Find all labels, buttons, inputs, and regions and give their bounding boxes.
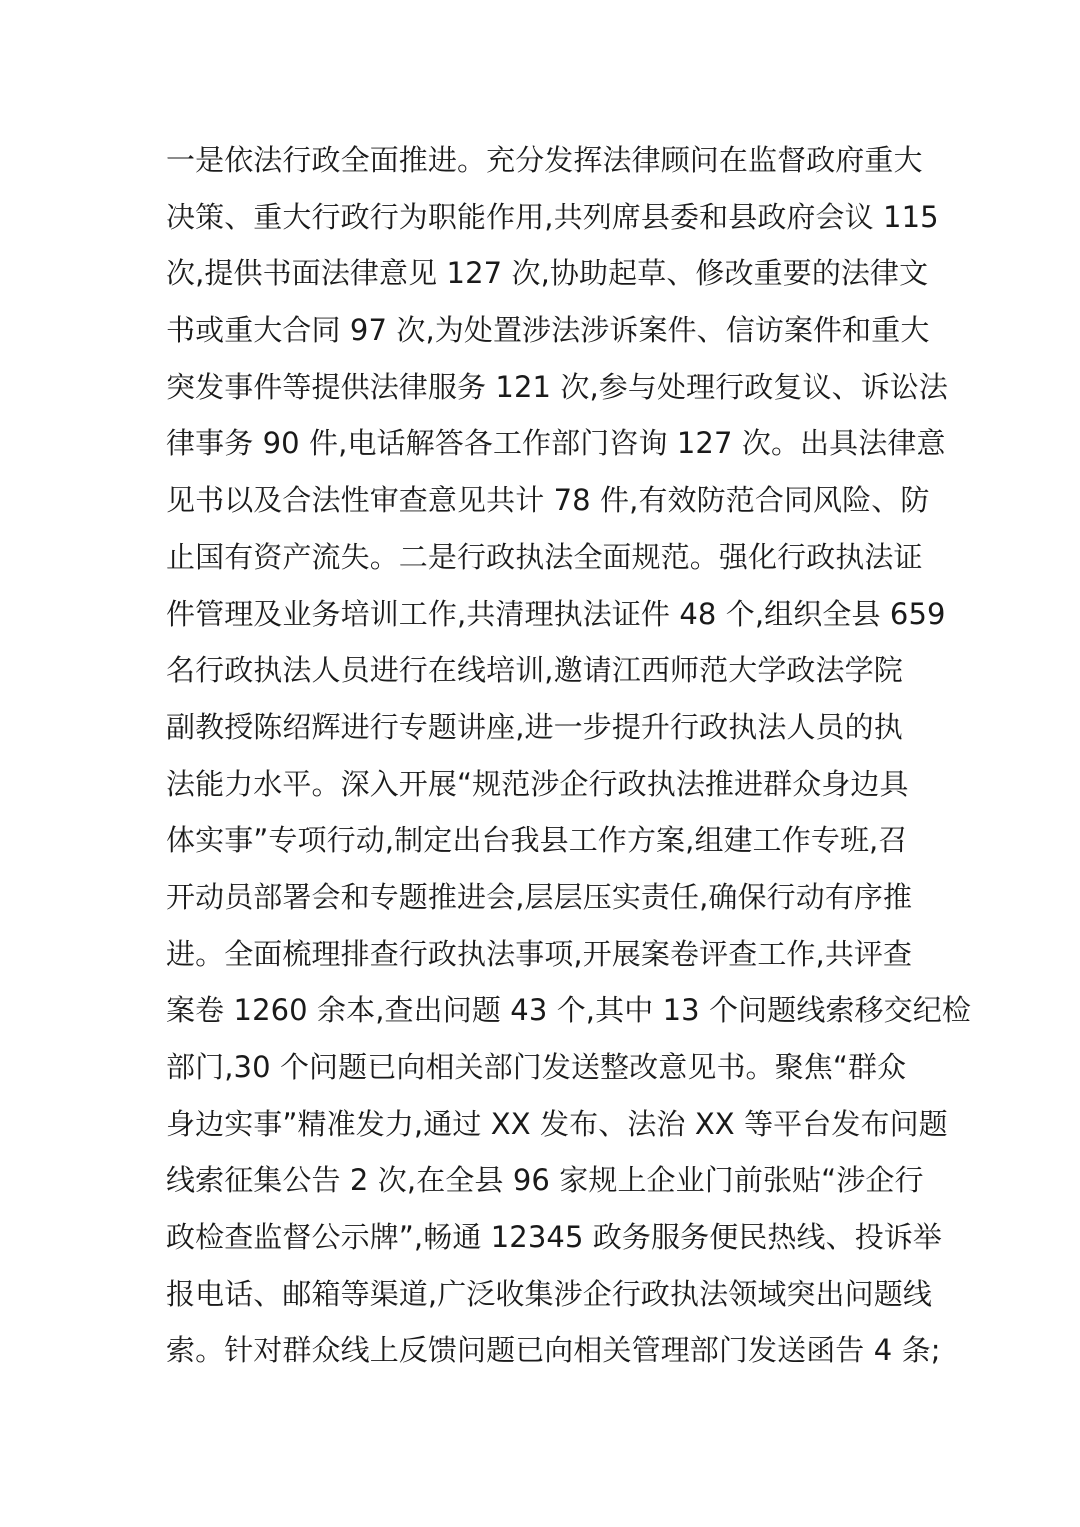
text-line: 线索征集公告 2 次,在全县 96 家规上企业门前张贴“涉企行 [166, 1163, 924, 1198]
body-text [166, 132, 971, 1379]
text-line: 进。全面梳理排查行政执法事项,开展案卷评查工作,共评查 [166, 936, 913, 971]
text-line: 件管理及业务培训工作,共清理执法证件 48 个,组织全县 659 [166, 596, 946, 631]
text-line: 决策、重大行政行为职能作用,共列席县委和县政府会议 115 [166, 199, 939, 234]
text-line: 副教授陈绍辉进行专题讲座,进一步提升行政执法人员的执 [166, 709, 903, 744]
text-line: 案卷 1260 余本,查出问题 43 个,其中 13 个问题线索移交纪检 [166, 993, 971, 1028]
text-line: 书或重大合同 97 次,为处置涉法涉诉案件、信访案件和重大 [166, 313, 930, 348]
text-line: 突发事件等提供法律服务 121 次,参与处理行政复议、诉讼法 [166, 369, 949, 404]
text-line: 部门,30 个问题已向相关部门发送整改意见书。聚焦“群众 [166, 1050, 907, 1084]
text-line: 见书以及合法性审查意见共计 78 件,有效防范合同风险、防 [166, 483, 930, 518]
text-line: 报电话、邮箱等渠道,广泛收集涉企行政执法领域突出问题线 [166, 1276, 932, 1311]
text-line: 索。针对群众线上反馈问题已向相关管理部门发送函告 4 条; [166, 1333, 941, 1368]
text-line: 开动员部署会和专题推进会,层层压实责任,确保行动有序推 [166, 879, 913, 914]
text-line: 止国有资产流失。二是行政执法全面规范。强化行政执法证 [166, 539, 923, 574]
text-line: 次,提供书面法律意见 127 次,协助起草、修改重要的法律文 [166, 256, 929, 291]
text-line: 体实事”专项行动,制定出台我县工作方案,组建工作专班,召 [166, 823, 908, 858]
text-line: 身边实事”精准发力,通过 XX 发布、法治 XX 等平台发布问题 [166, 1106, 948, 1141]
text-line: 法能力水平。深入开展“规范涉企行政执法推进群众身边具 [166, 766, 909, 801]
text-line: 一是依法行政全面推进。充分发挥法律顾问在监督政府重大 [166, 143, 923, 177]
text-line: 律事务 90 件,电话解答各工作部门咨询 127 次。出具法律意 [166, 426, 946, 461]
text-line: 政检查监督公示牌”,畅通 12345 政务服务便民热线、投诉举 [166, 1220, 943, 1255]
text-line: 名行政执法人员进行在线培训,邀请江西师范大学政法学院 [166, 653, 903, 688]
